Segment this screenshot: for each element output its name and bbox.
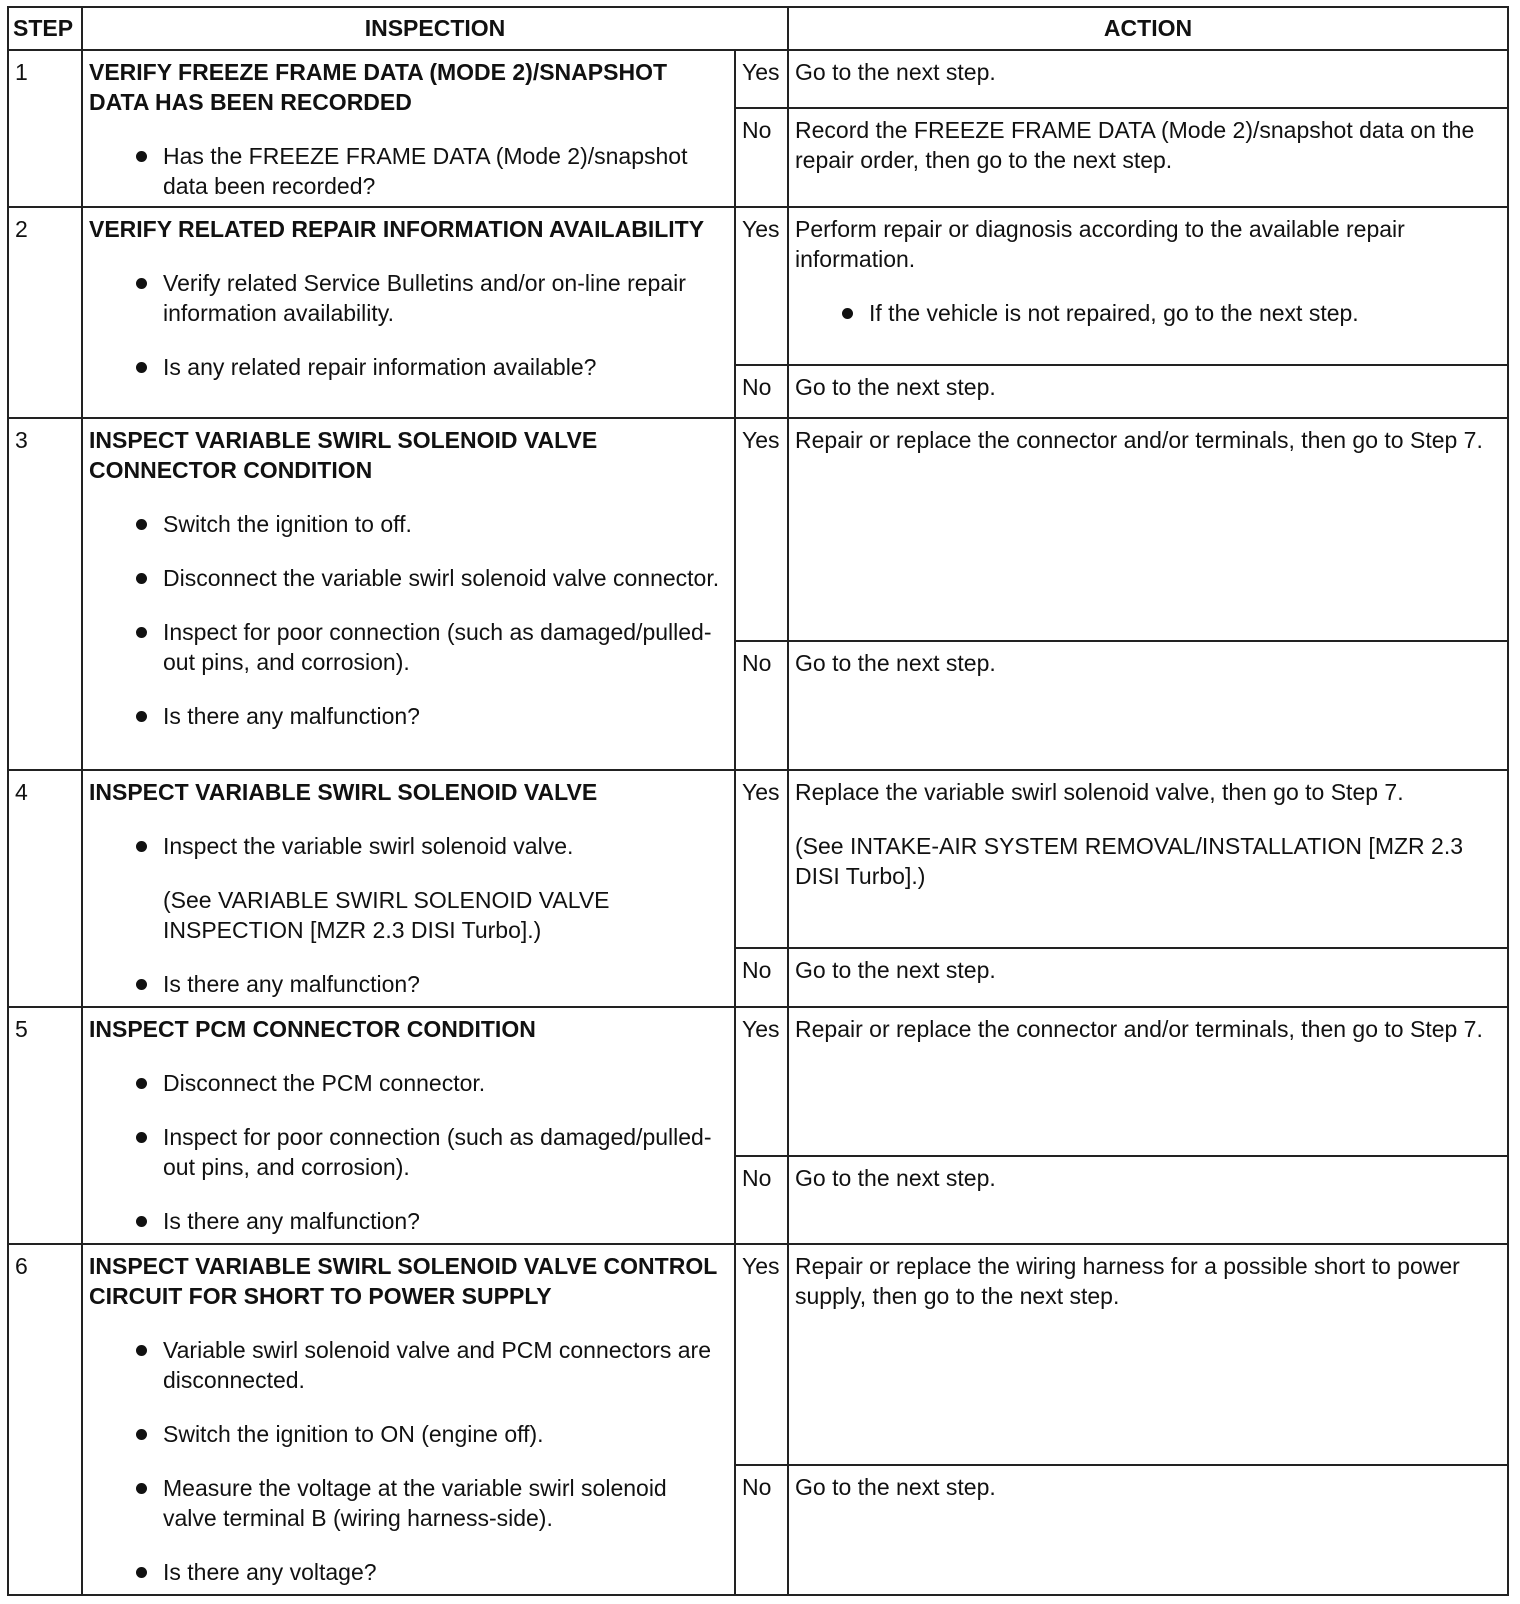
- step-number: 5: [8, 1007, 82, 1244]
- inspection-bullet: Is there any malfunction?: [89, 701, 726, 731]
- step-title: INSPECT VARIABLE SWIRL SOLENOID VALVE CONTROL CIRCUIT FOR SHORT TO POWER SUPPLY: [89, 1252, 717, 1309]
- step-title: VERIFY FREEZE FRAME DATA (MODE 2)/SNAPSHOT DATA HAS BEEN RECORDED: [89, 58, 668, 115]
- no-action: Go to the next step.: [788, 1156, 1508, 1244]
- step-number: 3: [8, 418, 82, 770]
- inspection-bullet: Measure the voltage at the variable swirl solenoid valve terminal B (wiring harness-side).: [89, 1473, 726, 1533]
- diagnostic-table: [7, 6, 1509, 1596]
- inspection-cell: [82, 418, 735, 770]
- step-5-yes-row: [8, 1007, 1508, 1156]
- inspection-bullet: Is any related repair information available?: [89, 352, 726, 382]
- inspection-bullet: Variable swirl solenoid valve and PCM connectors are disconnected.: [89, 1335, 726, 1395]
- header-step: STEP: [8, 7, 82, 50]
- step-2-yes-row: [8, 207, 1508, 365]
- yes-label: Yes: [735, 1007, 788, 1156]
- yes-label: Yes: [735, 770, 788, 948]
- inspection-bullet: Inspect for poor connection (such as damaged/pulled-out pins, and corrosion).: [89, 617, 726, 677]
- action-bullet: If the vehicle is not repaired, go to the next step.: [795, 298, 1499, 328]
- step-number: 1: [8, 50, 82, 207]
- inspection-cell: [82, 770, 735, 1007]
- yes-action: Repair or replace the wiring harness for a possible short to power supply, then go to the next step.: [788, 1244, 1508, 1465]
- yes-label: Yes: [735, 207, 788, 365]
- no-action: Go to the next step.: [788, 948, 1508, 1007]
- inspection-bullet: Is there any malfunction?: [89, 1206, 726, 1236]
- step-number: 6: [8, 1244, 82, 1595]
- action-text: Perform repair or diagnosis according to the available repair information.: [795, 216, 1405, 273]
- header-row: [8, 7, 1508, 50]
- yes-action: [788, 207, 1508, 365]
- no-label: No: [735, 108, 788, 207]
- action-text: Replace the variable swirl solenoid valve, then go to Step 7.: [795, 779, 1404, 806]
- yes-action: Repair or replace the connector and/or terminals, then go to Step 7.: [788, 418, 1508, 640]
- inspection-cell: [82, 1244, 735, 1595]
- step-number: 4: [8, 770, 82, 1007]
- inspection-cell: [82, 207, 735, 418]
- no-action: Record the FREEZE FRAME DATA (Mode 2)/snapshot data on the repair order, then go to the next step.: [788, 108, 1508, 207]
- no-action: Go to the next step.: [788, 365, 1508, 418]
- yes-action: [788, 770, 1508, 948]
- no-label: No: [735, 641, 788, 771]
- step-1-yes-row: [8, 50, 1508, 108]
- inspection-bullet: Switch the ignition to off.: [89, 509, 726, 539]
- inspection-bullet: Disconnect the variable swirl solenoid valve connector.: [89, 563, 726, 593]
- no-label: No: [735, 365, 788, 418]
- action-reference: (See INTAKE-AIR SYSTEM REMOVAL/INSTALLATION [MZR 2.3 DISI Turbo].): [795, 833, 1464, 890]
- inspection-bullet: Has the FREEZE FRAME DATA (Mode 2)/snapshot data been recorded?: [89, 141, 726, 201]
- yes-label: Yes: [735, 1244, 788, 1465]
- step-title: VERIFY RELATED REPAIR INFORMATION AVAILABILITY: [89, 216, 705, 243]
- inspection-bullet: Inspect the variable swirl solenoid valve.: [89, 831, 726, 861]
- step-title: INSPECT VARIABLE SWIRL SOLENOID VALVE CONNECTOR CONDITION: [89, 427, 598, 484]
- header-inspection: INSPECTION: [82, 7, 788, 50]
- yes-label: Yes: [735, 418, 788, 640]
- step-6-yes-row: [8, 1244, 1508, 1465]
- no-label: No: [735, 948, 788, 1007]
- step-4-yes-row: [8, 770, 1508, 948]
- yes-action: Go to the next step.: [788, 50, 1508, 108]
- no-label: No: [735, 1465, 788, 1595]
- inspection-reference: (See VARIABLE SWIRL SOLENOID VALVE INSPECTION [MZR 2.3 DISI Turbo].): [163, 887, 610, 944]
- step-title: INSPECT VARIABLE SWIRL SOLENOID VALVE: [89, 779, 598, 806]
- yes-label: Yes: [735, 50, 788, 108]
- inspection-bullet: Inspect for poor connection (such as damaged/pulled-out pins, and corrosion).: [89, 1122, 726, 1182]
- no-action: Go to the next step.: [788, 641, 1508, 771]
- inspection-cell: [82, 1007, 735, 1244]
- inspection-bullet: Switch the ignition to ON (engine off).: [89, 1419, 726, 1449]
- no-label: No: [735, 1156, 788, 1244]
- inspection-bullet: Is there any voltage?: [89, 1557, 726, 1587]
- inspection-cell: [82, 50, 735, 207]
- yes-action: Repair or replace the connector and/or terminals, then go to Step 7.: [788, 1007, 1508, 1156]
- step-3-yes-row: [8, 418, 1508, 640]
- header-action: ACTION: [788, 7, 1508, 50]
- step-number: 2: [8, 207, 82, 418]
- inspection-bullet: Verify related Service Bulletins and/or on-line repair information availability.: [89, 268, 726, 328]
- inspection-bullet: Is there any malfunction?: [89, 969, 726, 999]
- step-title: INSPECT PCM CONNECTOR CONDITION: [89, 1016, 536, 1043]
- inspection-bullet: Disconnect the PCM connector.: [89, 1068, 726, 1098]
- no-action: Go to the next step.: [788, 1465, 1508, 1595]
